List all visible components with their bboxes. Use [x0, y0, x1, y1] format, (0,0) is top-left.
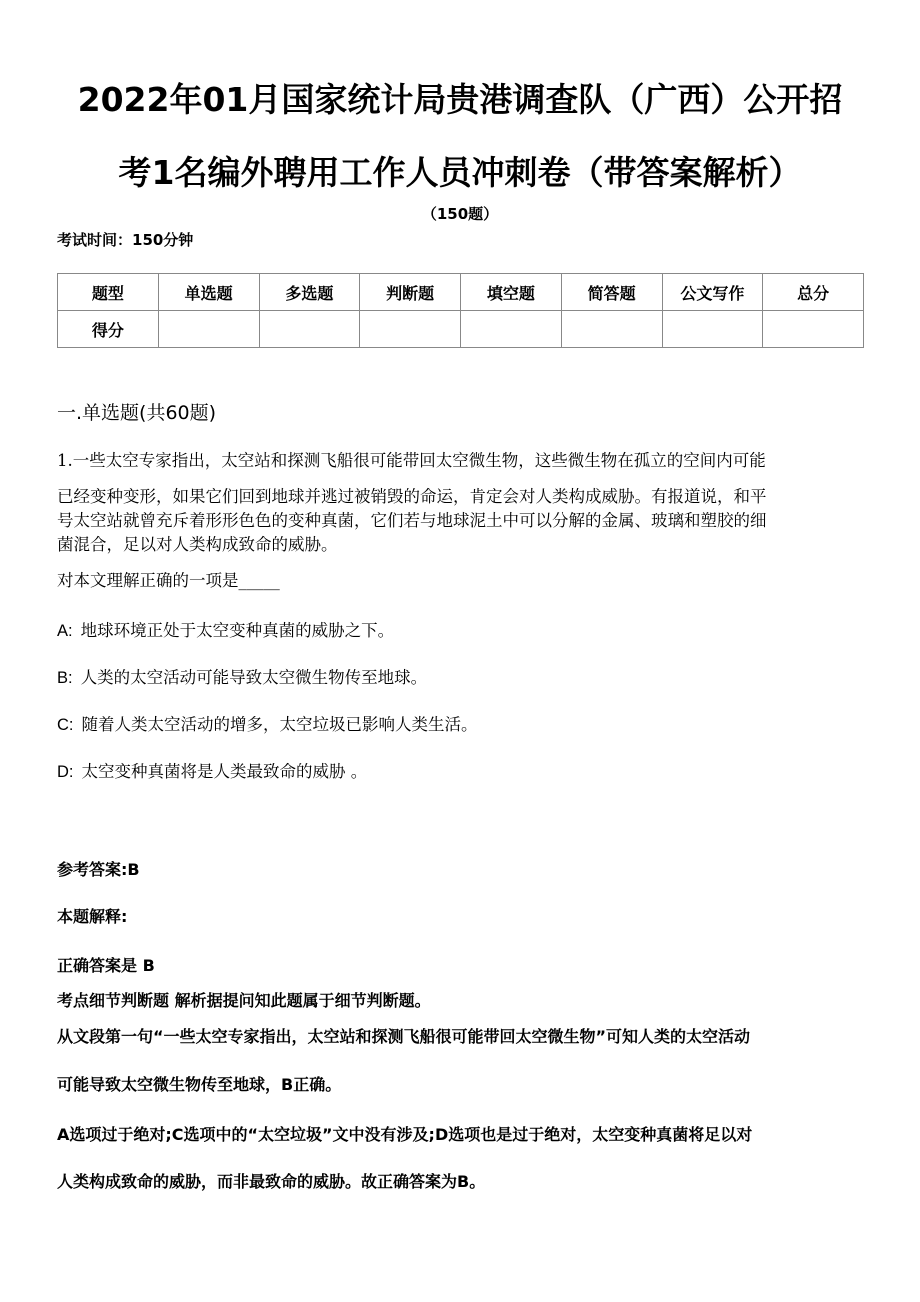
- explanation-line: 可能导致太空微生物传至地球，B正确。: [57, 1075, 342, 1094]
- option-d: [57, 758, 367, 782]
- header-cell-multiple-choice: 多选题: [259, 274, 360, 311]
- score-cell: [763, 311, 864, 348]
- exam-time: 考试时间：150分钟: [57, 231, 194, 249]
- question-text-line: 菌混合，足以对人类构成致命的威胁。: [57, 535, 338, 554]
- header-cell-total: 总分: [763, 274, 864, 311]
- score-table: [57, 273, 864, 348]
- question-text-line: 号太空站就曾充斥着形形色色的变种真菌，它们若与地球泥土中可以分解的金属、玻璃和塑胶的细: [57, 511, 767, 530]
- option-letter: D:: [57, 763, 74, 781]
- section-heading: 一.单选题(共60题): [57, 402, 217, 424]
- score-cell: [662, 311, 763, 348]
- option-text: 太空变种真菌将是人类最致命的威胁 。: [81, 762, 368, 781]
- correct-answer: 正确答案是 B: [57, 956, 155, 975]
- explanation-line: 从文段第一句“一些太空专家指出，太空站和探测飞船很可能带回太空微生物”可知人类的太空活动: [57, 1027, 751, 1046]
- explanation-line: 人类构成致命的威胁，而非最致命的威胁。故正确答案为B。: [57, 1172, 486, 1191]
- document-title-line-2: 考1名编外聘用工作人员冲刺卷（带答案解析）: [118, 153, 802, 192]
- header-cell-type: 题型: [58, 274, 159, 311]
- question-prompt: 对本文理解正确的一项是_____: [57, 571, 280, 590]
- score-cell: [461, 311, 562, 348]
- option-text: 人类的太空活动可能导致太空微生物传至地球。: [80, 668, 428, 687]
- option-text: 随着人类太空活动的增多，太空垃圾已影响人类生活。: [81, 715, 478, 734]
- option-b: [57, 664, 427, 688]
- score-cell: [561, 311, 662, 348]
- header-cell-single-choice: 单选题: [158, 274, 259, 311]
- question-count: （150题）: [421, 205, 499, 223]
- option-letter: C:: [57, 716, 74, 734]
- option-text: 地球环境正处于太空变种真菌的威胁之下。: [80, 621, 395, 640]
- score-cell: [259, 311, 360, 348]
- header-cell-fill-blank: 填空题: [461, 274, 562, 311]
- option-a: [57, 617, 394, 641]
- reference-answer: 参考答案:B: [57, 860, 140, 879]
- header-cell-true-false: 判断题: [360, 274, 461, 311]
- option-c: [57, 711, 478, 735]
- header-cell-short-answer: 简答题: [561, 274, 662, 311]
- header-cell-official-writing: 公文写作: [662, 274, 763, 311]
- explanation-label: 本题解释:: [57, 907, 128, 926]
- option-letter: A:: [57, 622, 73, 640]
- score-cell: [360, 311, 461, 348]
- score-table-header-row: [58, 274, 864, 311]
- explanation-line: 考点细节判断题 解析据提问知此题属于细节判断题。: [57, 991, 431, 1010]
- score-row-label: 得分: [58, 311, 159, 348]
- question-text-line: 已经变种变形，如果它们回到地球并逃过被销毁的命运，肯定会对人类构成威胁。有报道说，和平: [57, 487, 767, 506]
- explanation-line: A选项过于绝对;C选项中的“太空垃圾”文中没有涉及;D选项也是过于绝对，太空变种真菌将足以对: [57, 1125, 753, 1144]
- question-text-line: 1.一些太空专家指出，太空站和探测飞船很可能带回太空微生物，这些微生物在孤立的空间内可能: [57, 451, 766, 470]
- score-cell: [158, 311, 259, 348]
- option-letter: B:: [57, 669, 73, 687]
- document-title-line-1: 2022年01月国家统计局贵港调查队（广西）公开招: [77, 80, 843, 119]
- score-table-score-row: [58, 311, 864, 348]
